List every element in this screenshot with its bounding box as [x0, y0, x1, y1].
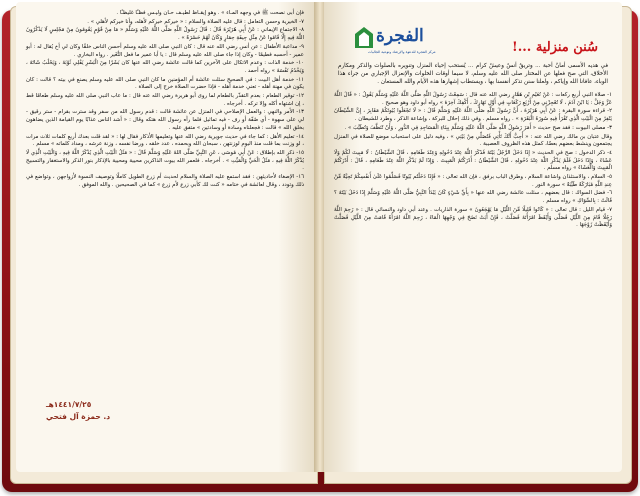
paragraph: ١٠- خدمة الذات : وعدم الاتكال على الآخرين كما قالت عائشة رضي الله عنها كان بَشَرًا مِنَ الْبَشَرِ يَفْلِي ثَوْبَهُ ، وَيَحْلُبُ شَاتَهُ ، وَيَخْدُمُ نَفْسَهُ » رواه أحمد .: [26, 60, 304, 74]
paragraph: ٥- السلام ، والاستئذان واشاعة السلام ، وطرق الباب برفق ، فإن الله تعالى : « فَإِذَا دَخَلْتُم بُيُوتًا فَسَلِّمُوا عَلَىٰ أَنفُسِكُمْ تَحِيَّةً مِّنْ عِندِ اللَّهِ مُبَارَكَةً طَيِّبَةً » سورة النور .: [334, 174, 612, 188]
paragraph: ١٣- الأمر والنهي : والعمل الإصلاحي في المنزل عن عائشة قالت : قدم رسول الله من سفر وقد سترت بقرام - ستر رقيق - لي على سهوة - أي صُفّة أو رف - فيه تماثيل فلما رآه رسول الله هتكه وقال : « أشد الناس عذابًا يوم القيامة الذين يضاهون بخلق الله » قالت : فجعلناه وسادة أو وسادتين » متفق عليه .: [26, 109, 304, 131]
logo-subtitle: مركز الفجرة للدعوة والإرشاد وتوعية الجاليات: [368, 50, 436, 54]
open-book: [2, 2, 638, 492]
paragraph: ١٦- الإصغاء لأحاديثهن : فقد استمع عليه الصلاة والسلام لحديث أم زرع الطويل كاملًا وتوصيف النسوة لأزواجهن ، وتواضع في ذلك وتودد ، وقال لعائشة في ختامه « كنت لك كأبي زرع لأم زرع » كما في الصحيحين . والله الموفق .: [26, 174, 304, 188]
paragraph: وقال عتبان بن مالك رضي الله عنه : « أُحِبُّ أَنَّكَ تَأْتِي فَتُصَلِّي مِنْ بَيْتِي » ، وفيه دليل على استحباب موضع للصلاة في المنزل يجتمعون وينشط بعضهم بعضًا، كمثل هذه الظروف العصيبة .: [334, 133, 612, 148]
paragraph: ٢- قراءة سورة البقرة : عَنْ أَبِي هُرَيْرَةَ ، أَنَّ رَسُولَ اللَّهِ صَلَّى اللَّهُ عَلَيْهِ وَسَلَّمَ قَالَ : « لَا تَجْعَلُوا بُيُوتَكُمْ مَقَابِرَ ، إِنَّ الشَّيْطَانَ يَنْفِرُ مِنَ الْبَيْتِ الَّذِي تُقْرَأُ فِيهِ سُورَةُ الْبَقَرَةِ » . رواه مسلم . وفي ذلك إحلال للبركة ، وإشاعة الذكر ، وطرد للشيطان .: [334, 108, 612, 123]
paragraph: ١٢- توقير الطعام : بعدم التقذّر بالطعام لما روى أبو هريرة رضي الله عنه قال : ما عاب النبي صلى الله عليه وسلم طعامًا قط ، إن اشتهاه أكله وإلا تركه . أخرجاه .: [26, 93, 304, 107]
left-page: [16, 2, 314, 472]
paragraph: ٦- فضل السواك : قال بعضهم ، سئلت عائشة رضي الله عنها « بِأَيِّ شَيْءٍ كَانَ يَبْدَأُ النَّبِيُّ صَلَّى اللَّهُ عَلَيْهِ وَسَلَّمَ إِذَا دَخَلَ بَيْتَهُ ؟ قَالَتْ : بِالسِّوَاكِ » رواه مسلم .: [334, 190, 612, 205]
paragraph: ١٤- تعليم الأهل : كما جاء في حديث جويرية رضي الله عنها وتعليمها الأذكار فقال لها : « لقد قلت بعدك أربع كلمات ثلاث مرات ، لو وزنت بما قلت منذ اليوم لوزنتهن ، سبحان الله وبحمده ، عدد خلقه ، ورضا نفسه ، وزنة عرشه ، ومداد كلماته » مسلم .: [26, 133, 304, 148]
paragraph: ٨- الاجتماع الإيماني : عَنْ أَبِي هُرَيْرَةَ قَالَ : قَالَ رَسُولُ اللَّهِ صَلَّى اللَّهُ عَلَيْهِ وَسَلَّمَ « مَا مِنْ قَوْمٍ يَقُومُونَ مِنْ مَجْلِسٍ لَا يَذْكُرُونَ اللَّهَ فِيهِ إِلَّا قَامُوا عَنْ مِثْلِ جِيفَةِ حِمَارٍ وَكَانَ لَهُمْ حَسْرَةً » .: [26, 27, 304, 42]
logo-mark-icon: [354, 26, 374, 50]
paragraph: فإن أبى نصحت ﷺ في وجهه المـاء » . وهو إيقـاظ لطيـف حـان وليـس فظـًا غليظـًا .: [116, 10, 304, 16]
page-title: سُنن منزلية ...!: [512, 40, 598, 55]
paragraph: ٣- مصلى البيوت : فقد صح حديث « أَمَرَ رَسُولُ اللَّهِ صَلَّى اللَّهُ عَلَيْهِ وَسَلَّمَ بِبِنَاءِ الْمَسَاجِدِ فِي الدُّورِ ، وَأَنْ تُنَظَّفَ وَتُطَيَّبَ » .: [344, 124, 612, 131]
paragraph: ١١- خدمة أهل البيت : في الصحيح سئلت عائشة أم المؤمنين ما كان النبي صلى الله عليه وسلم يصنع في بيته ؟ قالت : كان يكون في مهنة أهله - تعني خدمة أهله - فإذا حضرت الصلاة خرج إلى الصلاة .: [26, 76, 304, 91]
left-page-text: [26, 10, 304, 388]
site-logo: [354, 22, 446, 58]
paragraph: ٧- قيام الليل : قال تعالى : « كَانُوا قَلِيلًا مِّنَ اللَّيْلِ مَا يَهْجَعُونَ » سورة الذاريات . وعند أبي داود والنسائي قال : « رَحِمَ اللَّهُ رَجُلًا قَامَ مِنَ اللَّيْلِ فَصَلَّى وَأَيْقَظَ امْرَأَتَهُ فَصَلَّتْ ، فَإِنْ أَبَتْ نَضَحَ فِي وَجْهِهَا الْمَاءَ ، رَحِمَ اللَّهُ امْرَأَةً قَامَتْ مِنَ اللَّيْلِ فَصَلَّتْ وَأَيْقَظَتْ زَوْجَهَا .: [334, 206, 612, 229]
paragraph: ٩- مداعبة الأطفال : عن أنس رضي الله عنه قال : كان النبي صلى الله عليه وسلم أحسن الناس خلقًا وكان لي أخ يُقال له : أبو عمير - أحسبه فطيمًا - وكان إذا جاء صلى الله عليه وسلم قال : يا أبا عمير ما فعل النُّغَير . رواه البخاري .: [26, 43, 304, 58]
logo-name: الفجرة: [376, 26, 424, 46]
paragraph: ٧- الخيرية وحسن التعامل : قال عليه الصلاة والسلام : « خيركم خيركم لأهله، وأنا خيركم لأهلي » .: [87, 18, 304, 25]
intro-text: في هديه الأسمى أمانٌ أحبة ... وتريقٌ أنسٌ وعيشٌ كرام ... يُستحب إحياء المنزل وتنويره بالصلوات والذكر ومكارم الأخلاق، التي صح فعلها عن المختار صلى الله عليه وسلم، لا سيما أوقات الخلوات والإنعزال الإجباري من جراء هذا الوباء، عافانا الله وإياكم ، ولعلنا سنن تذكر أنفسنا بها ، ويستطاب إشهارها هذه الأيام والله المستعان .: [338, 63, 608, 85]
footer-author: د. حمزة آل فتحي: [46, 412, 111, 421]
signature-block: [46, 399, 110, 423]
footer-date: ١٤٤١/٧/٢٥هـ: [46, 400, 92, 409]
paragraph: ٤- ذكر الدخول : صح في الحديث « إِذَا دَخَلَ الرَّجُلُ بَيْتَهُ فَذَكَرَ اللَّهَ عِنْدَ دُخُولِهِ وَعِنْدَ طَعَامِهِ ، قَالَ الشَّيْطَانُ : لَا مَبِيتَ لَكُمْ وَلَا عَشَاءَ ، وَإِذَا دَخَلَ فَلَمْ يَذْكُرِ اللَّهَ عِنْدَ دُخُولِهِ ، قَالَ الشَّيْطَانُ : أَدْرَكْتُمُ الْمَبِيتَ . وَإِذَا لَمْ يَذْكُرِ اللَّهَ عِنْدَ طَعَامِهِ ، قَالَ : أَدْرَكْتُمُ الْمَبِيتَ وَالْعَشَاءَ » رواه مسلم .: [334, 149, 612, 172]
right-page: [324, 2, 622, 472]
paragraph: ١- صلاة النبي أربع ركعات : عَنْ نُعَيْمِ بْنِ هَمَّارٍ رضي الله عنه قال : سَمِعْتُ رَسُولَ اللَّهِ صَلَّى اللَّهُ عَلَيْهِ وَسَلَّمَ يَقُولُ : « قَالَ اللَّهُ عَزَّ وَجَلَّ : يَا ابْنَ آدَمَ ، لَا تُعْجِزْنِي مِنْ أَرْبَعِ رَكَعَاتٍ فِي أَوَّلِ نَهَارِكَ ، أَكْفِكَ آخِرَهُ » رواه أبو داود وهو صحيح .: [334, 92, 612, 106]
paragraph: ١٥- ذكر الله بإطلاق : عَنْ أَبِي مُوسَى ، عَنِ النَّبِيِّ صَلَّى اللهُ عَلَيْهِ وَسَلَّمَ قَالَ : « مَثَلُ الْبَيْتِ الَّذِي يُذْكَرُ اللَّهُ فِيهِ ، وَالْبَيْتِ الَّذِي لَا يُذْكَرُ اللَّهُ فِيهِ ، مَثَلُ الْحَيِّ وَالْمَيِّتِ » . أخرجاه . فلعمر الله بيوت الذاكرين محيية ومحيية بالإذكار بنور الذكر والاستغفار والتسبيح .: [26, 149, 304, 172]
right-page-text: [334, 92, 612, 468]
